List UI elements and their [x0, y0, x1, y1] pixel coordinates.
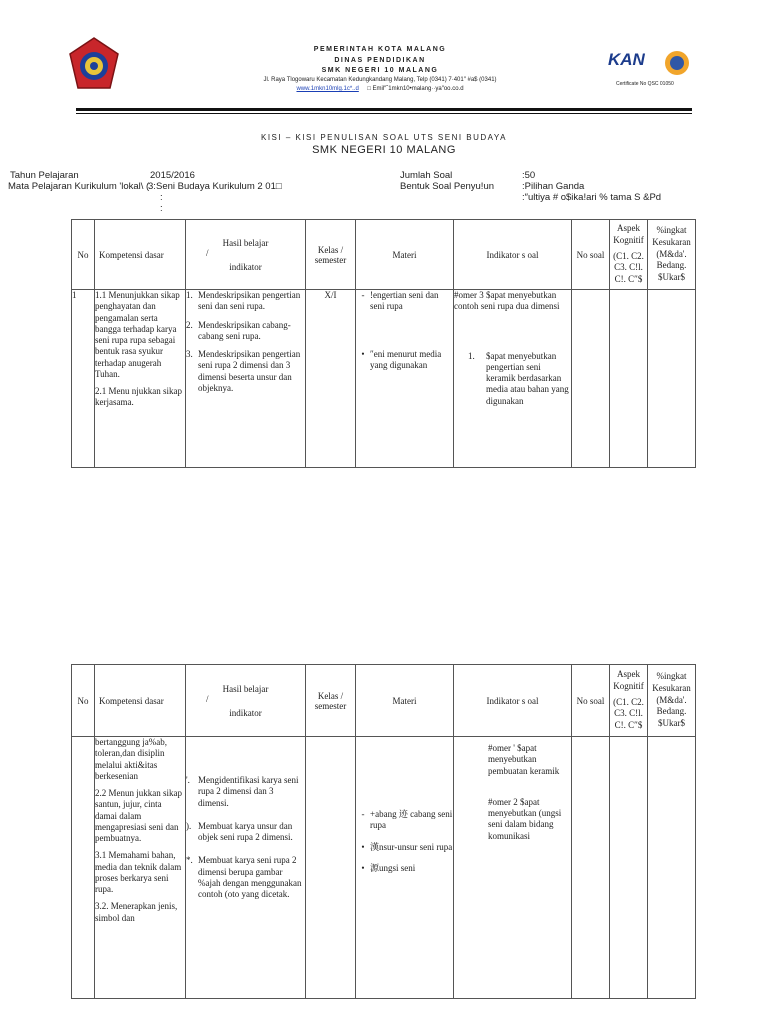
item-text: 源ungsi seni	[370, 862, 416, 873]
header-line-3: SMK NEGERI 10 MALANG	[321, 67, 439, 74]
item-text: Mengidentifikasi karya seni rupa 2 dimensi dan 3 dimensi.	[198, 775, 299, 808]
doc-title: KISI – KISI PENULISAN SOAL UTS SENI BUDAYA	[260, 133, 508, 142]
website-link[interactable]: www.1mkn10mlg.1c*..d	[296, 86, 359, 92]
row2-ind-1: #omer ' $apat menyebutkan pembuatan keramik	[488, 743, 560, 776]
header-kompetensi: Kompetensi dasar	[95, 220, 186, 290]
row1-kd-2: 2.1 Menu njukkan sikap kerjasama.	[95, 386, 182, 408]
list-item	[186, 320, 305, 343]
header-tingkat: %ingkat Kesukaran (M&da'. Bedang. $Ukar$	[648, 665, 696, 737]
row2-ind-2: #omer 2 $apat menyebutkan (ungsi seni dalam bidang komunikasi	[488, 796, 562, 841]
row2-materi	[356, 737, 454, 999]
row1-kelas: X/I	[306, 290, 356, 468]
row2-kd-1: bertanggung ja%ab, toleran,dan disiplin melalui akti&itas berkesenian	[95, 737, 167, 781]
header-materi: Materi	[356, 665, 454, 737]
item-text: Mendeskripsikan pengertian seni dan seni rupa.	[198, 290, 301, 312]
row2-kd-3: 3.1 Memahami bahan, media dan teknik dalam proses berkarya seni rupa.	[95, 850, 182, 894]
cert-seal-icon	[664, 50, 690, 76]
item-text: 漢nsur-unsur seni rupa	[370, 841, 453, 852]
header-no-soal: No soal	[572, 220, 610, 290]
header-line-2: DINAS PENDIDIKAN	[334, 57, 426, 64]
info-colon-b: :	[160, 203, 163, 214]
row1-no-soal	[572, 290, 610, 468]
item-number: 3.	[186, 349, 193, 359]
table-row	[72, 290, 696, 468]
row1-hasil	[186, 290, 306, 468]
row2-indikator	[454, 737, 572, 999]
kisi-table-1	[71, 219, 696, 468]
item-text: Membuat karya seni rupa 2 dimensi berupa gambar %ajah dengan menggunakan contoh (oto yang dicetak.	[198, 855, 302, 899]
bullet: -	[361, 290, 365, 300]
list-item	[186, 821, 305, 844]
item-number: ).	[186, 820, 192, 831]
row1-no: 1	[72, 290, 95, 468]
header-indikator: Indikator s oal	[454, 220, 572, 290]
table-2-header-row	[72, 665, 696, 737]
row1-materi	[356, 290, 454, 468]
header-kompetensi: Kompetensi dasar	[95, 665, 186, 737]
header-kelas: Kelas / semester	[306, 665, 356, 737]
header-aspek	[610, 665, 648, 737]
info-tahun-label: Tahun Pelajaran	[10, 170, 79, 181]
header-rule-thick	[76, 108, 692, 111]
item-text: ″eni menurut media yang digunakan	[370, 348, 442, 370]
bullet: •	[361, 841, 365, 852]
header-hasil	[186, 665, 306, 737]
bullet: •	[361, 348, 365, 359]
row2-no	[72, 737, 95, 999]
header-no: No	[72, 220, 95, 290]
header-web	[210, 86, 550, 92]
header-line-1: PEMERINTAH KOTA MALANG	[313, 46, 447, 53]
table-1-header-row	[72, 220, 696, 290]
row1-kd	[95, 290, 186, 468]
row2-no-soal	[572, 737, 610, 999]
header-hasil-b: /	[206, 247, 209, 258]
kisi-table-2	[71, 664, 696, 999]
row2-hasil	[186, 737, 306, 999]
row2-aspek	[610, 737, 648, 999]
info-jumlah-value: :50	[522, 170, 536, 181]
item-number: 2.	[186, 319, 193, 330]
item-text: !engertian seni dan seni rupa	[370, 290, 439, 312]
cert-number: Certificate No QSC 01050	[616, 81, 674, 87]
header-hasil	[186, 220, 306, 290]
header-hasil-c: indikator	[229, 707, 262, 718]
table-row	[72, 737, 696, 999]
doc-subtitle: SMK NEGERI 10 MALANG	[312, 144, 456, 156]
item-number: 1.	[186, 290, 193, 300]
header-address: Jl. Raya Tlogowaru Kecamatan Kedungkandang Malang, Telp (0341) 7·401″ #a$ (0341)	[263, 77, 497, 83]
list-item	[186, 855, 305, 900]
header-aspek-b: (C1. C2. C3. C!l. C!. C″$	[613, 250, 644, 285]
row2-kd-4: 3.2. Menerapkan jenis, simbol dan	[95, 901, 178, 923]
row2-kd-2: 2.2 Menun jukkan sikap santun, jujur, cinta damai dalam mengapresiasi seni dan pembuatnya.	[95, 788, 182, 843]
row1-tingkat	[648, 290, 696, 468]
header-hasil-c: indikator	[229, 261, 262, 272]
item-number: '.	[186, 775, 190, 785]
info-mapel-value: Seni Budaya Kurikulum 2 01□	[156, 181, 282, 192]
header-indikator: Indikator s oal	[454, 665, 572, 737]
header-hasil-a: Hasil belajar	[222, 237, 269, 248]
header-no-soal: No soal	[572, 665, 610, 737]
item-text: +abang 迹 cabang seni rupa	[370, 809, 453, 831]
header-no: No	[72, 665, 95, 737]
item-text: $apat menyebutkan pengertian seni keramik berdasarkan media atau bahan yang digunakan	[486, 350, 569, 406]
list-item	[356, 842, 453, 853]
bullet: •	[361, 862, 365, 873]
item-text: Mendeskripsikan pengertian seni rupa 2 dimensi dan 3 dimensi beserta unsur dan objeknya.	[198, 349, 301, 393]
row1-indikator	[454, 290, 572, 468]
row1-ind-1: #omer 3 $apat menyebutkan contoh seni rupa dua dimensi	[454, 290, 560, 312]
info-bentuk-value: :Pilihan Ganda	[522, 181, 585, 192]
list-item	[186, 349, 305, 394]
list-item	[186, 290, 305, 313]
row1-kd-1: 1.1 Menunjukkan sikap penghayatan dan pengamalan serta bangga terhadap karya seni rupa rupa sebagai bentuk rasa syukur terhadap anugerah Tuhan.	[95, 290, 180, 379]
header-tingkat: %ingkat Kesukaran (M&da'. Bedang. $Ukar$	[648, 220, 696, 290]
kan-logo-text: KAN	[608, 50, 645, 69]
header-materi: Materi	[356, 220, 454, 290]
item-number: *.	[186, 855, 193, 866]
email-text: □ Emil″ˆ1mkn10•malang··ya″oo.co.d	[367, 86, 464, 92]
list-item	[356, 809, 453, 832]
header-aspek-a: Aspek Kognitif	[613, 223, 644, 245]
list-item	[454, 351, 571, 407]
header-kelas: Kelas / semester	[306, 220, 356, 290]
item-text: Membuat karya unsur dan objek seni rupa 2 dimensi.	[198, 820, 293, 842]
row2-tingkat	[648, 737, 696, 999]
info-bentuk-label: Bentuk Soal Penyu!un	[400, 181, 495, 192]
header-hasil-a: Hasil belajar	[222, 683, 269, 694]
list-item	[356, 290, 453, 313]
info-jumlah-label: Jumlah Soal	[400, 170, 453, 181]
header-aspek-b: (C1. C2. C3. C!l. C!. C″$	[613, 696, 644, 731]
list-item	[186, 775, 305, 809]
bullet: -	[361, 809, 365, 819]
list-item	[356, 349, 453, 372]
info-colon-a: :	[160, 192, 163, 203]
header-rule-thin	[76, 113, 692, 114]
item-text: Mendeskripsikan cabang-cabang seni rupa.	[198, 319, 291, 341]
row2-kd	[95, 737, 186, 999]
item-number: 1.	[468, 350, 475, 361]
header-aspek-a: Aspek Kognitif	[613, 669, 644, 691]
info-mapel-colon: 3:	[148, 181, 156, 192]
school-logo	[66, 36, 122, 92]
school-emblem-icon	[66, 36, 122, 92]
header-hasil-b: /	[206, 693, 209, 704]
header-aspek	[610, 220, 648, 290]
row2-kelas	[306, 737, 356, 999]
info-penyusun-value: :″ultiya # o$ika!ari % tama S &Pd	[522, 192, 662, 203]
list-item	[356, 863, 453, 874]
info-tahun-value: 2015/2016	[150, 170, 195, 181]
row1-aspek	[610, 290, 648, 468]
kan-logo	[608, 50, 692, 92]
info-mapel-label: Mata Pelajaran Kurikulum 'lokal\ (	[8, 181, 150, 192]
